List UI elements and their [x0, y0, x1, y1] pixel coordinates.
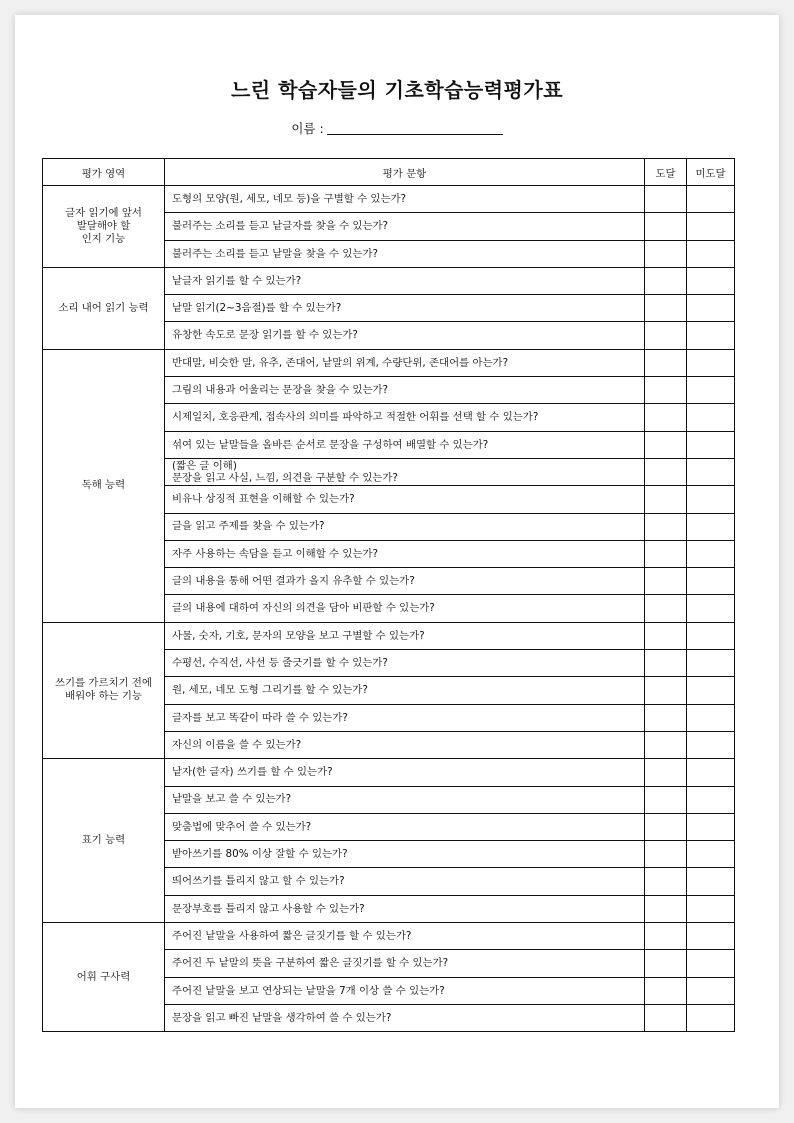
- evaluation-item: 띄어쓰기를 틀리지 않고 할 수 있는가?: [165, 868, 645, 895]
- not-achieved-check-cell[interactable]: [687, 650, 735, 677]
- achieved-check-cell[interactable]: [645, 322, 687, 349]
- table-row: [43, 349, 735, 376]
- not-achieved-check-cell[interactable]: [687, 677, 735, 704]
- name-field: [0, 119, 794, 137]
- header-achieved: 도달: [645, 159, 687, 186]
- evaluation-item: 수평선, 수직선, 사선 등 줄긋기를 할 수 있는가?: [165, 650, 645, 677]
- achieved-check-cell[interactable]: [645, 404, 687, 431]
- evaluation-item: 글을 읽고 주제를 찾을 수 있는가?: [165, 513, 645, 540]
- name-blank-line: [327, 121, 503, 135]
- achieved-check-cell[interactable]: [645, 568, 687, 595]
- achieved-check-cell[interactable]: [645, 431, 687, 458]
- achieved-check-cell[interactable]: [645, 622, 687, 649]
- table-row: [43, 759, 735, 786]
- not-achieved-check-cell[interactable]: [687, 213, 735, 240]
- not-achieved-check-cell[interactable]: [687, 486, 735, 513]
- evaluation-item: (짧은 글 이해) 문장을 읽고 사실, 느낌, 의견을 구분할 수 있는가?: [165, 458, 645, 485]
- achieved-check-cell[interactable]: [645, 841, 687, 868]
- not-achieved-check-cell[interactable]: [687, 595, 735, 622]
- not-achieved-check-cell[interactable]: [687, 377, 735, 404]
- achieved-check-cell[interactable]: [645, 786, 687, 813]
- table-row: [43, 267, 735, 294]
- not-achieved-check-cell[interactable]: [687, 731, 735, 758]
- evaluation-area: 어휘 구사력: [43, 923, 165, 1032]
- not-achieved-check-cell[interactable]: [687, 568, 735, 595]
- not-achieved-check-cell[interactable]: [687, 540, 735, 567]
- not-achieved-check-cell[interactable]: [687, 923, 735, 950]
- achieved-check-cell[interactable]: [645, 486, 687, 513]
- achieved-check-cell[interactable]: [645, 868, 687, 895]
- not-achieved-check-cell[interactable]: [687, 841, 735, 868]
- evaluation-item: 받아쓰기를 80% 이상 잘할 수 있는가?: [165, 841, 645, 868]
- not-achieved-check-cell[interactable]: [687, 1004, 735, 1031]
- not-achieved-check-cell[interactable]: [687, 895, 735, 922]
- evaluation-item: 유창한 속도로 문장 읽기를 할 수 있는가?: [165, 322, 645, 349]
- achieved-check-cell[interactable]: [645, 540, 687, 567]
- evaluation-item: 주어진 두 낱말의 뜻을 구분하여 짧은 글짓기를 할 수 있는가?: [165, 950, 645, 977]
- not-achieved-check-cell[interactable]: [687, 950, 735, 977]
- achieved-check-cell[interactable]: [645, 240, 687, 267]
- achieved-check-cell[interactable]: [645, 759, 687, 786]
- evaluation-item: 글의 내용을 통해 어떤 결과가 올지 유추할 수 있는가?: [165, 568, 645, 595]
- table-row: [43, 622, 735, 649]
- header-not-achieved: 미도달: [687, 159, 735, 186]
- not-achieved-check-cell[interactable]: [687, 458, 735, 485]
- evaluation-item: 글자를 보고 똑같이 따라 쓸 수 있는가?: [165, 704, 645, 731]
- achieved-check-cell[interactable]: [645, 295, 687, 322]
- evaluation-item: 주어진 낱말을 사용하여 짧은 글짓기를 할 수 있는가?: [165, 923, 645, 950]
- achieved-check-cell[interactable]: [645, 513, 687, 540]
- evaluation-item: 자신의 이름을 쓸 수 있는가?: [165, 731, 645, 758]
- achieved-check-cell[interactable]: [645, 923, 687, 950]
- achieved-check-cell[interactable]: [645, 977, 687, 1004]
- achieved-check-cell[interactable]: [645, 650, 687, 677]
- evaluation-item: 주어진 낱말을 보고 연상되는 낱말을 7개 이상 쓸 수 있는가?: [165, 977, 645, 1004]
- achieved-check-cell[interactable]: [645, 349, 687, 376]
- achieved-check-cell[interactable]: [645, 213, 687, 240]
- not-achieved-check-cell[interactable]: [687, 240, 735, 267]
- name-label: 이름 :: [291, 121, 324, 136]
- evaluation-item: 원, 세모, 네모 도형 그리기를 할 수 있는가?: [165, 677, 645, 704]
- header-item: 평가 문항: [165, 159, 645, 186]
- evaluation-area: 쓰기를 가르치기 전에 배워야 하는 기능: [43, 622, 165, 758]
- not-achieved-check-cell[interactable]: [687, 404, 735, 431]
- not-achieved-check-cell[interactable]: [687, 431, 735, 458]
- not-achieved-check-cell[interactable]: [687, 622, 735, 649]
- evaluation-item: 시제일치, 호응관계, 접속사의 의미를 파악하고 적절한 어휘를 선택 할 수 있는가?: [165, 404, 645, 431]
- table-row: [43, 186, 735, 213]
- evaluation-item: 비유나 상징적 표현을 이해할 수 있는가?: [165, 486, 645, 513]
- achieved-check-cell[interactable]: [645, 731, 687, 758]
- evaluation-area: 글자 읽기에 앞서 발달해야 할 인지 기능: [43, 186, 165, 268]
- evaluation-item: 문장을 읽고 빠진 낱말을 생각하여 쓸 수 있는가?: [165, 1004, 645, 1031]
- not-achieved-check-cell[interactable]: [687, 813, 735, 840]
- achieved-check-cell[interactable]: [645, 1004, 687, 1031]
- evaluation-item: 섞여 있는 낱말들을 올바른 순서로 문장을 구성하여 배열할 수 있는가?: [165, 431, 645, 458]
- evaluation-item: 낱말 읽기(2~3음절)를 할 수 있는가?: [165, 295, 645, 322]
- evaluation-item: 낱자(한 글자) 쓰기를 할 수 있는가?: [165, 759, 645, 786]
- not-achieved-check-cell[interactable]: [687, 186, 735, 213]
- table-body: [43, 186, 735, 1032]
- header-row: [43, 159, 735, 186]
- not-achieved-check-cell[interactable]: [687, 786, 735, 813]
- achieved-check-cell[interactable]: [645, 267, 687, 294]
- evaluation-area: 독해 능력: [43, 349, 165, 622]
- achieved-check-cell[interactable]: [645, 458, 687, 485]
- achieved-check-cell[interactable]: [645, 677, 687, 704]
- not-achieved-check-cell[interactable]: [687, 295, 735, 322]
- table-row: [43, 923, 735, 950]
- evaluation-area: 소리 내어 읽기 능력: [43, 267, 165, 349]
- evaluation-item: 글의 내용에 대하여 자신의 의견을 담아 비판할 수 있는가?: [165, 595, 645, 622]
- evaluation-table: [42, 158, 735, 1032]
- achieved-check-cell[interactable]: [645, 595, 687, 622]
- achieved-check-cell[interactable]: [645, 950, 687, 977]
- document-title: 느린 학습자들의 기초학습능력평가표: [230, 78, 564, 102]
- header-area: 평가 영역: [43, 159, 165, 186]
- achieved-check-cell[interactable]: [645, 895, 687, 922]
- evaluation-area: 표기 능력: [43, 759, 165, 923]
- evaluation-item: 도형의 모양(원, 세모, 네모 등)을 구별할 수 있는가?: [165, 186, 645, 213]
- not-achieved-check-cell[interactable]: [687, 322, 735, 349]
- evaluation-item: 반대말, 비슷한 말, 유추, 존대어, 낱말의 위계, 수량단위, 존대어를 아는가?: [165, 349, 645, 376]
- not-achieved-check-cell[interactable]: [687, 513, 735, 540]
- achieved-check-cell[interactable]: [645, 377, 687, 404]
- evaluation-item: 자주 사용하는 속담을 듣고 이해할 수 있는가?: [165, 540, 645, 567]
- not-achieved-check-cell[interactable]: [687, 267, 735, 294]
- achieved-check-cell[interactable]: [645, 704, 687, 731]
- not-achieved-check-cell[interactable]: [687, 868, 735, 895]
- not-achieved-check-cell[interactable]: [687, 977, 735, 1004]
- evaluation-item: 낱말을 보고 쓸 수 있는가?: [165, 786, 645, 813]
- evaluation-item: 맞춤법에 맞추어 쓸 수 있는가?: [165, 813, 645, 840]
- not-achieved-check-cell[interactable]: [687, 349, 735, 376]
- evaluation-item: 불러주는 소리를 듣고 낱말을 찾을 수 있는가?: [165, 240, 645, 267]
- achieved-check-cell[interactable]: [645, 813, 687, 840]
- not-achieved-check-cell[interactable]: [687, 759, 735, 786]
- evaluation-item: 그림의 내용과 어울리는 문장을 찾을 수 있는가?: [165, 377, 645, 404]
- not-achieved-check-cell[interactable]: [687, 704, 735, 731]
- achieved-check-cell[interactable]: [645, 186, 687, 213]
- evaluation-item: 낱글자 읽기를 할 수 있는가?: [165, 267, 645, 294]
- evaluation-item: 문장부호를 틀리지 않고 사용할 수 있는가?: [165, 895, 645, 922]
- evaluation-item: 불러주는 소리를 듣고 낱글자를 찾을 수 있는가?: [165, 213, 645, 240]
- evaluation-item: 사물, 숫자, 기호, 문자의 모양을 보고 구별할 수 있는가?: [165, 622, 645, 649]
